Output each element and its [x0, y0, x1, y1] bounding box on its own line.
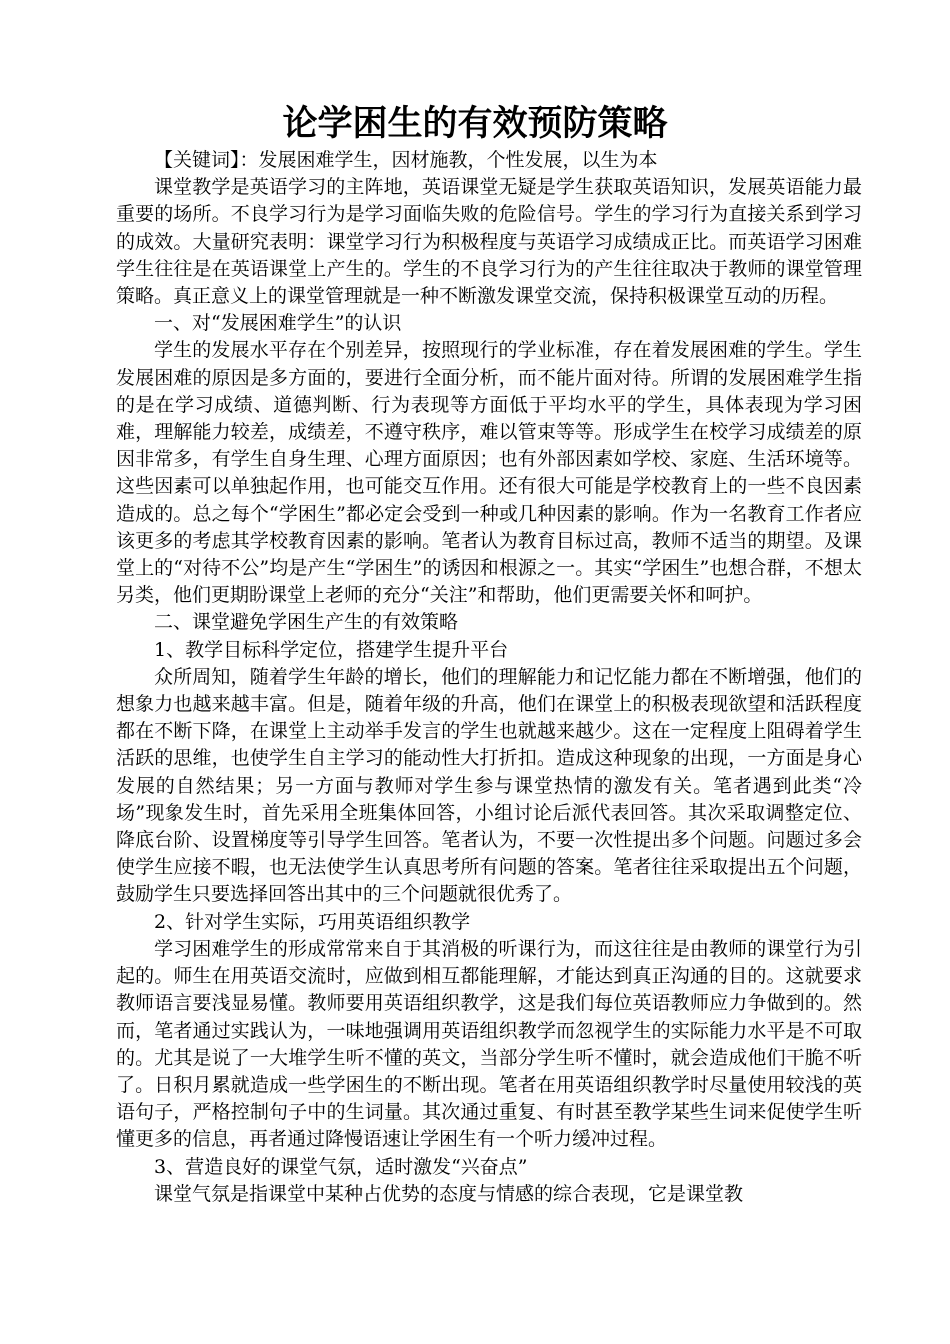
section-heading: 二、课堂避免学困生产生的有效策略 — [154, 611, 459, 634]
body-paragraph: 课堂气氛是指课堂中某种占优势的态度与情感的综合表现，它是课堂教 — [154, 1182, 744, 1205]
section-heading: 一、对“发展困难学生”的认识 — [154, 312, 402, 335]
document-title: 论学困生的有效预防策略 — [282, 103, 668, 144]
body-paragraph: 众所周知，随着学生年龄的增长，他们的理解能力和记忆能力都在不断增强，他们的想象力也越来越丰富。但是，随着年级的升高，他们在课堂上的积极表现欲望和活跃程度都在不断下降，在课堂上主动举手发言的学生也就越来越少。这在一定程度上阻碍着学生活跃的思维，也使学生自主学习的能动性大打折扣。造成这种现象的出现，一方面是身心发展的自然结果；另一方面与教师对学生参与课堂热情的激发有关。笔者遇到此类“冷场”现象发生时，首先采用全班集体回答，小组讨论后派代表回答。其次采取调整定位、降底台阶、设置梯度等引导学生回答。笔者认为，不要一次性提出多个问题。问题过多会使学生应接不暇，也无法使学生认真思考所有问题的答案。笔者往往采取提出五个问题，鼓励学生只要选择回答出其中的三个问题就很优秀了。 — [116, 665, 862, 906]
body-paragraph: 学生的发展水平存在个别差异，按照现行的学业标准，存在着发展困难的学生。学生发展困难的原因是多方面的，要进行全面分析，而不能片面对待。所谓的发展困难学生指的是在学习成绩、道德判断、行为表现等方面低于平均水平的学生，具体表现为学习困难，理解能力较差，成绩差，不遵守秩序，难以管束等等。形成学生在校学习成绩差的原因非常多，有学生自身生理、心理方面原因；也有外部因素如学校、家庭、生活环境等。这些因素可以单独起作用，也可能交互作用。还有很大可能是学校教育上的一些不良因素造成的。总之每个“学困生”都必定会受到一种或几种因素的影响。作为一名教育工作者应该更多的考虑其学校教育因素的影响。笔者认为教育目标过高，教师不适当的期望。及课堂上的“对待不公”均是产生“学困生”的诱因和根源之一。其实“学困生”也想合群，不想太另类，他们更期盼课堂上老师的充分“关注”和帮助，他们更需要关怀和呵护。 — [116, 339, 862, 607]
document-body — [116, 147, 862, 1208]
body-paragraph: 课堂教学是英语学习的主阵地，英语课堂无疑是学生获取英语知识，发展英语能力最重要的场所。不良学习行为是学习面临失败的危险信号。学生的学习行为直接关系到学习的成效。大量研究表明：课堂学习行为积极程度与英语学习成绩成正比。而英语学习困难学生往往是在英语课堂上产生的。学生的不良学习行为的产生往往取决于教师的课堂管理策略。真正意义上的课堂管理就是一种不断激发课堂交流，保持积极课堂互动的历程。 — [116, 176, 862, 308]
keywords-paragraph: 【关键词】：发展困难学生，因材施教，个性发展，以生为本 — [154, 149, 658, 171]
subsection-heading: 1、教学目标科学定位，搭建学生提升平台 — [154, 638, 509, 661]
subsection-heading: 3、营造良好的课堂气氛，适时激发“兴奋点” — [154, 1155, 528, 1178]
subsection-heading: 2、针对学生实际，巧用英语组织教学 — [154, 910, 471, 933]
body-paragraph: 学习困难学生的形成常常来自于其消极的听课行为，而这往往是由教师的课堂行为引起的。师生在用英语交流时，应做到相互都能理解，才能达到真正沟通的目的。这就要求教师语言要浅显易懂。教师要用英语组织教学，这是我们每位英语教师应力争做到的。然而，笔者通过实践认为，一味地强调用英语组织教学而忽视学生的实际能力水平是不可取的。尤其是说了一大堆学生听不懂的英文，当部分学生听不懂时，就会造成他们干脆不听了。日积月累就造成一些学困生的不断出现。笔者在用英语组织教学时尽量使用较浅的英语句子，严格控制句子中的生词量。其次通过重复、有时甚至教学某些生词来促使学生听懂更多的信息，再者通过降慢语速让学困生有一个听力缓冲过程。 — [116, 937, 862, 1151]
